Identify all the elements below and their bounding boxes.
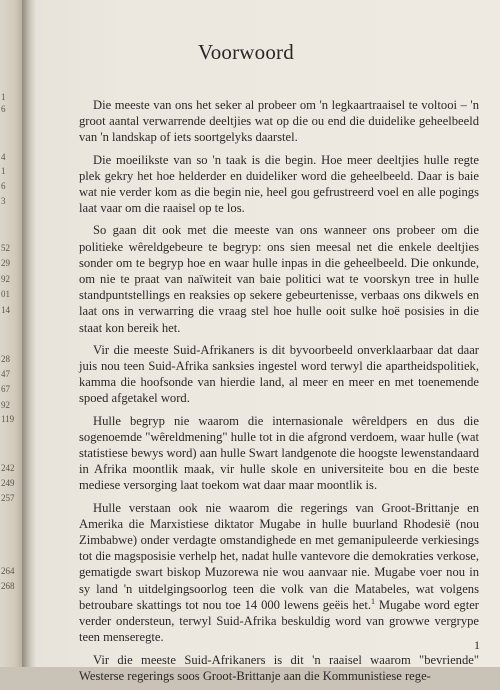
left-page-edge: [0, 0, 22, 667]
left-number: 6: [1, 181, 6, 191]
left-number: 6: [1, 104, 6, 114]
left-number: 67: [1, 384, 10, 394]
left-number: 4: [1, 152, 6, 162]
left-number: 3: [1, 196, 6, 206]
book-gutter: [22, 0, 36, 667]
left-number: 52: [1, 243, 10, 253]
footnote-mark: 1: [371, 596, 376, 606]
left-number: 242: [1, 463, 15, 473]
paragraph: [79, 500, 479, 646]
left-number: 264: [1, 566, 15, 576]
paragraph: Die moeilikste van so 'n taak is die begin. Hoe meer deeltjies hulle regte plek gekry het hoe helderder en duideliker word die geheelbeeld. Daar is baie wat nie verder kom as die begin nie, heel gou gefrustreerd voel en alle pogings laat vaar om die raaisel op te los.: [79, 152, 479, 216]
page-body: [79, 97, 479, 690]
left-number: 119: [1, 414, 15, 424]
left-number: 01: [1, 289, 10, 299]
left-number: 1: [1, 92, 6, 102]
paragraph-text: Hulle verstaan ook nie waarom die regerings van Groot-Brittanje en Amerika die Marxistiese diktator Mugabe in hulle buurland Rhodesië (nou Zimbabwe) onder verdagte omstandighede en met gemanipuleerde verkiesings tot die magsposisie verhelp het, nadat hulle vantevore die demokraties verkose, gematigde swart biskop Muzorewa nie wou aanvaar nie. Mugabe voer nou in sy land 'n uitdelgingsoorlog teen die volk van die Matabeles, wat volgens betroubare skattings tot nou toe 14 000 lewens geëis het.: [79, 500, 479, 612]
left-number: 92: [1, 400, 10, 410]
left-number: 268: [1, 581, 15, 591]
left-number: 47: [1, 369, 10, 379]
right-page: [36, 0, 500, 683]
left-number: 92: [1, 274, 10, 284]
page-number: 1: [474, 638, 480, 652]
left-page-numbers: [0, 0, 20, 667]
paragraph-text: Mugabe word egter verder ondersteun, terwyl Suid-Afrika beskuldig word van growwe vergrype teen menseregte.: [79, 597, 479, 645]
paragraph: Vir die meeste Suid-Afrikaners is dit byvoorbeeld onverklaarbaar dat daar juis nou teen Suid-Afrika sanksies ingestel word terwyl die apartheidspolitiek, kamma die hoofsonde van hierdie land, al meer en meer en met toenemende spoed afgetakel word.: [79, 342, 479, 406]
paragraph: Hulle begryp nie waarom die internasionale wêreldpers en dus die sogenoemde "wêreldmening" hulle tot in die afgrond verdoem, waar hulle (wat statistiese bewys word) aan hulle Swart landgenote die hoogste lewenstandaard in Afrika moontlik maak, vir hulle skole en universiteite bou en die beste mediese versorging laat toekom wat daar maar moontlik is.: [79, 413, 479, 493]
paragraph: Die meeste van ons het seker al probeer om 'n legkaartraaisel te voltooi – 'n groot aantal verwarrende deeltjies wat op die ou end die duidelike geheelbeeld van 'n landskap of iets soortgelyks daarstel.: [79, 98, 479, 145]
paragraph: So gaan dit ook met die meeste van ons wanneer ons probeer om die politieke wêreldgebeure te begryp: ons sien meesal net die enkele deeltjies sonder om te begryp hoe en waar hulle inpas in die geheelbeeld. Die onkunde, om nie te praat van naïwiteit van baie politici wat te voorskyn tree in hulle standpuntstellings en reaksies op sekere gebeurtenisse, verbaas ons dikwels en laat ons in verwarring die vraag stel hoe hulle ooit sulke hoë posisies in die staat kon bereik het.: [79, 223, 479, 335]
left-number: 29: [1, 258, 10, 268]
left-number: 249: [1, 478, 15, 488]
left-number: 257: [1, 493, 15, 503]
paragraph: Vir die meeste Suid-Afrikaners is dit 'n raaisel waarom "bevriende" Westerse regerings soos Groot-Brittanje aan die Kommunistiese rege-: [79, 652, 479, 683]
left-number: 28: [1, 354, 10, 364]
left-number: 1: [1, 166, 6, 176]
left-number: 14: [1, 305, 10, 315]
page-title: Voorwoord: [198, 40, 294, 64]
